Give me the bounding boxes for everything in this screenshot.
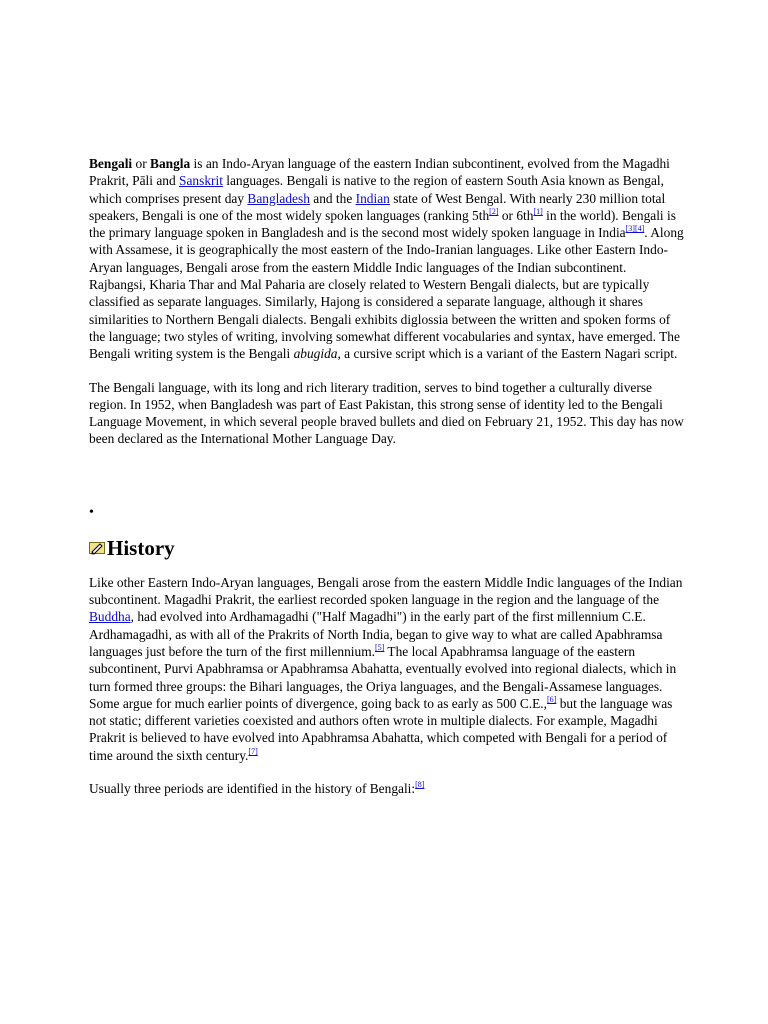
history-paragraph-2 (89, 780, 684, 797)
citation-1[interactable] (533, 207, 542, 216)
article-body (89, 155, 684, 813)
text-run: languages. Bengali is native to the region of eastern South Asia known as Bengal, which comprises present day (89, 173, 664, 206)
link-indian[interactable]: Indian (355, 190, 390, 206)
text-run: , had evolved into Ardhamagadhi ("Half Magadhi") in the early part of the first millennium C.E. Ardhamagadhi, as with all of the Prakrits of North India, began to give way to what are called Apabhramsa languages just before the turn of the first millennium. (89, 609, 663, 659)
intro-paragraph-2: The Bengali language, with its long and rich literary tradition, serves to bind together a culturally diverse region. In 1952, when Bangladesh was part of East Pakistan, this strong sense of identity led to the Bengali Language Movement, in which several people braved bullets and died on February 21, 1952. This day has now been declared as the International Mother Language Day. (89, 379, 684, 447)
citation-5[interactable] (375, 643, 384, 652)
text-run: The local Apabhramsa language of the eastern subcontinent, Purvi Apabhramsa or Apabhramsa Abahatta, eventually evolved into regional dialects, which in turn formed three groups: the Bihari languages, the Oriya languages, and the Bengali-Assamese languages. Some argue for much earlier points of divergence, going back to as early as 500 C.E., (89, 643, 677, 711)
citation-6[interactable] (547, 695, 556, 704)
text-run: Usually three periods are identified in the history of Bengali: (89, 781, 416, 797)
citation-link-7[interactable]: [7] (248, 746, 258, 756)
intro-paragraph-1 (89, 155, 684, 363)
citation-8[interactable] (415, 780, 424, 789)
citation-link-2[interactable]: [2] (489, 206, 499, 216)
history-heading: History (107, 535, 175, 560)
section-heading-history (89, 536, 684, 560)
edit-pencil-icon[interactable] (89, 540, 105, 556)
citation-link-3[interactable]: [3] (625, 224, 635, 234)
link-buddha[interactable]: Buddha (89, 609, 131, 625)
list-bullet: • (89, 504, 94, 520)
term-bangla: Bangla (150, 156, 191, 171)
text-run: or 6th (498, 207, 534, 223)
text-run: in the world). Bengali is the primary language spoken in Bangladesh and is the second most widely spoken language in India (89, 207, 676, 241)
citation-link-8[interactable]: [8] (415, 780, 425, 790)
history-paragraph-1 (89, 574, 684, 764)
citation-link-5[interactable]: [5] (374, 642, 385, 652)
link-sanskrit[interactable]: Sanskrit (179, 173, 223, 189)
text-run: is an Indo-Aryan language of the eastern Indian subcontinent, evolved from the Magadhi Prakrit, Pāli and (89, 156, 670, 189)
text-run: and the (309, 190, 356, 206)
citation-7[interactable] (248, 747, 257, 756)
citation-link-6[interactable]: [6] (547, 694, 557, 704)
text-run: or (132, 156, 151, 171)
citation-link-4[interactable]: [4] (634, 224, 645, 234)
text-run: . Along with Assamese, it is geographically the most eastern of the Indo-Iranian languages. Like other Eastern Indo-Aryan languages, Bengali arose from the eastern Middle Indic languages of the Indian subcontinent. Rajbangsi, Kharia Thar and Mal Paharia are closely related to Western Bengali dialects, but are typically classified as separate languages. Similarly, Hajong is considered a separate language, although it shares similarities to Northern Bengali dialects. Bengali exhibits diglossia between the written and spoken forms of the language; two styles of writing, involving somewhat different vocabularies and syntax, have emerged. The Bengali writing system is the Bengali (89, 225, 684, 362)
link-bangladesh[interactable]: Bangladesh (247, 190, 310, 206)
text-run: Like other Eastern Indo-Aryan languages, Bengali arose from the eastern Middle Indic languages of the Indian subcontinent. Magadhi Prakrit, the earliest recorded spoken language in the region and the language of the (89, 574, 683, 608)
text-run: a cursive script which is a variant of the Eastern Nagari script. (340, 346, 678, 362)
text-run: state of West Bengal. With nearly 230 million total speakers, Bengali is one of the most widely spoken languages (ranking 5th (89, 190, 666, 223)
citation-3-4[interactable] (626, 224, 645, 233)
citation-link-1[interactable]: [1] (533, 206, 543, 216)
text-run: but the language was not static; different varieties coexisted and authors often wrote in multiple dialects. For example, Magadhi Prakrit is believed to have evolved into Apabhramsa Abahatta, which competed with Bengali for a period of time around the sixth century. (89, 695, 673, 763)
term-bengali: Bengali (89, 156, 133, 171)
term-abugida: abugida, (293, 346, 341, 362)
